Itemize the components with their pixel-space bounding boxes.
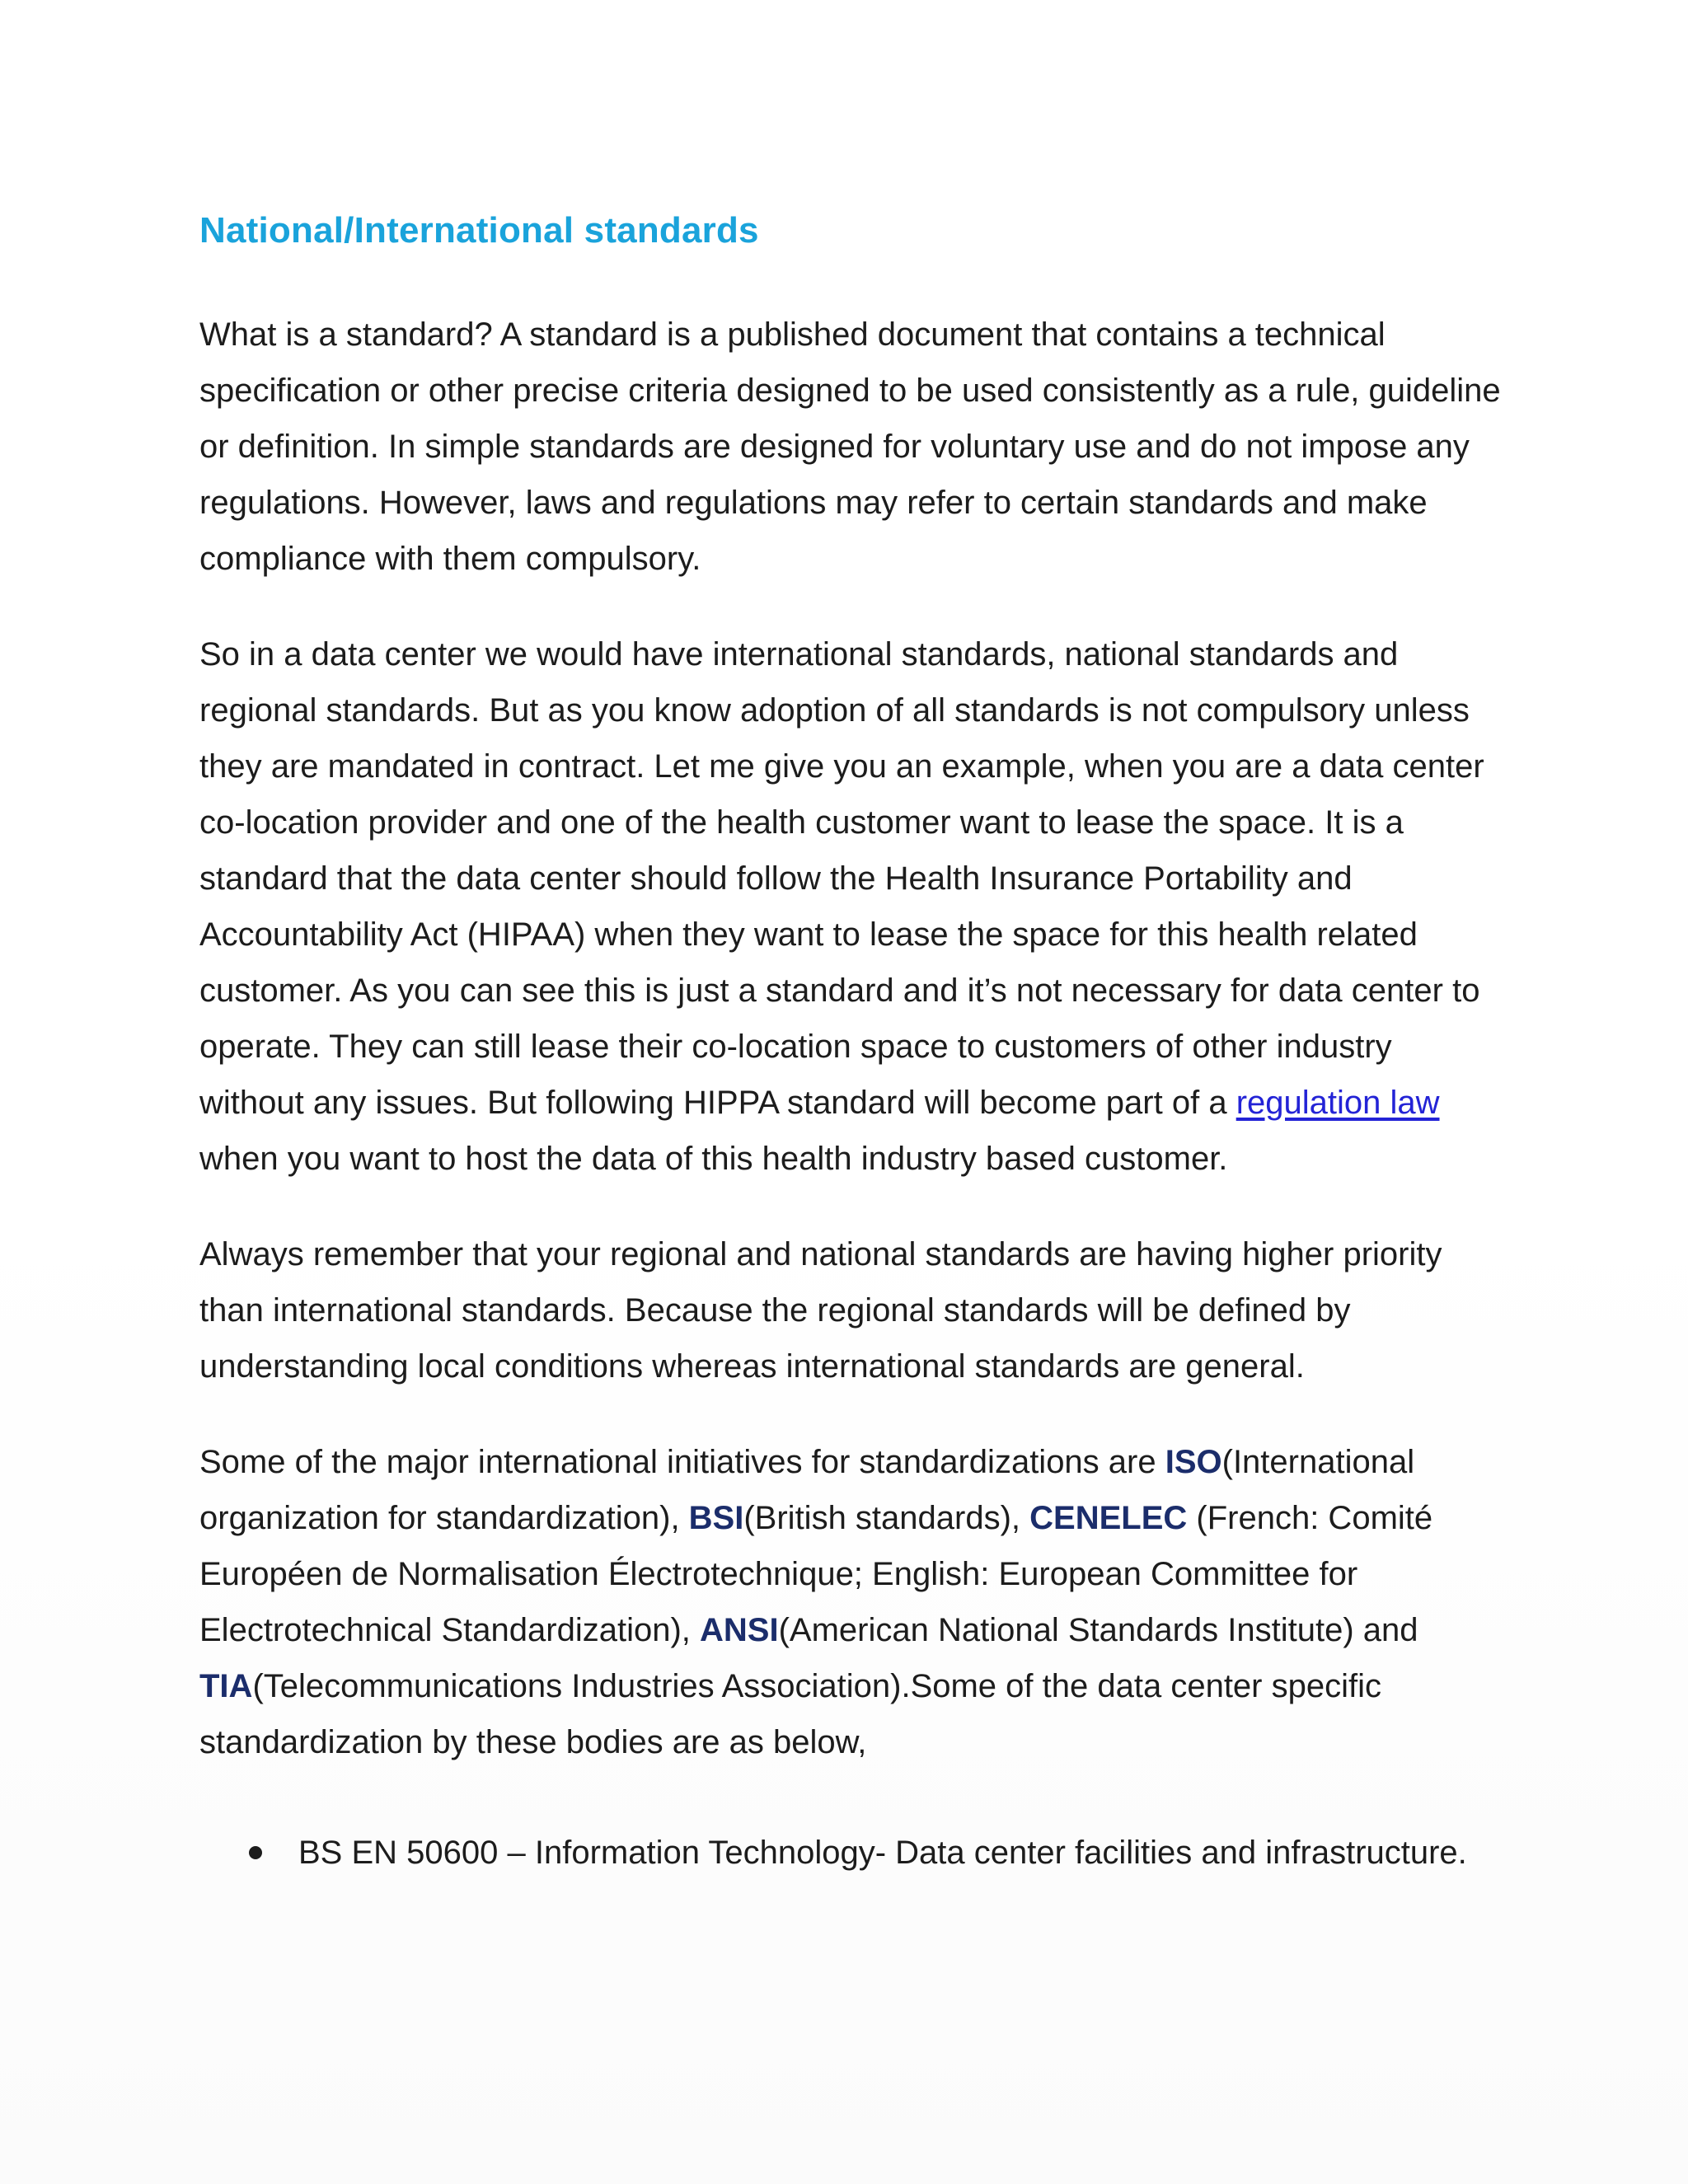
paragraph-initiatives xyxy=(199,1434,1502,1770)
regulation-law-link[interactable]: regulation law xyxy=(1236,1085,1440,1121)
iso-term: ISO xyxy=(1165,1444,1222,1480)
paragraph-text: (British standards), xyxy=(743,1500,1030,1536)
paragraph-priority: Always remember that your regional and national standards are having higher priority than international standards. Because the regional standards will be defined by understanding local conditions whereas international standards are general. xyxy=(199,1236,1442,1385)
paragraph-text: (French: Comité Européen de Normalisation Électrotechnique; English: European Committee for Electrotechnical Standardization), xyxy=(199,1500,1433,1648)
bsi-term: BSI xyxy=(688,1500,744,1536)
list-item xyxy=(199,1825,1502,1881)
document-body xyxy=(199,206,1502,1881)
list-item-text: BS EN 50600 – Information Technology- Data center facilities and infrastructure. xyxy=(298,1835,1467,1871)
paragraph-text: when you want to host the data of this health industry based customer. xyxy=(199,1141,1228,1177)
page-title: National/International standards xyxy=(199,210,759,251)
ansi-term: ANSI xyxy=(700,1612,779,1648)
paragraph-data-center-standards xyxy=(199,626,1502,1187)
paragraph-text: (American National Standards Institute) and xyxy=(778,1612,1418,1648)
tia-term: TIA xyxy=(199,1668,253,1704)
paragraph-text: (Telecommunications Industries Association).Some of the data center specific standardization by these bodies are as below, xyxy=(199,1668,1381,1760)
standards-list xyxy=(199,1825,1502,1881)
paragraph-what-is-standard: What is a standard? A standard is a published document that contains a technical specification or other precise criteria designed to be used consistently as a rule, guideline or definition. In simple standards are designed for voluntary use and do not impose any regulations. However, laws and regulations may refer to certain standards and make compliance with them compulsory. xyxy=(199,316,1501,577)
paragraph-text: (International organization for standardization), xyxy=(199,1444,1415,1536)
cenelec-term: CENELEC xyxy=(1029,1500,1188,1536)
paragraph-text: So in a data center we would have international standards, national standards and regional standards. But as you know adoption of all standards is not compulsory unless they are mandated in contract. Let me give you an example, when you are a data center co-location provider and one of the health customer want to lease the space. It is a standard that the data center should follow the Health Insurance Portability and Accountability Act (HIPAA) when they want to lease the space for this health related customer. As you can see this is just a standard and it’s not necessary for data center to operate. They can still lease their co-location space to customers of other industry without any issues. But following HIPPA standard will become part of a xyxy=(199,636,1484,1121)
bullet-dot-icon xyxy=(249,1846,262,1859)
paragraph-text: Some of the major international initiatives for standardizations are xyxy=(199,1444,1165,1480)
